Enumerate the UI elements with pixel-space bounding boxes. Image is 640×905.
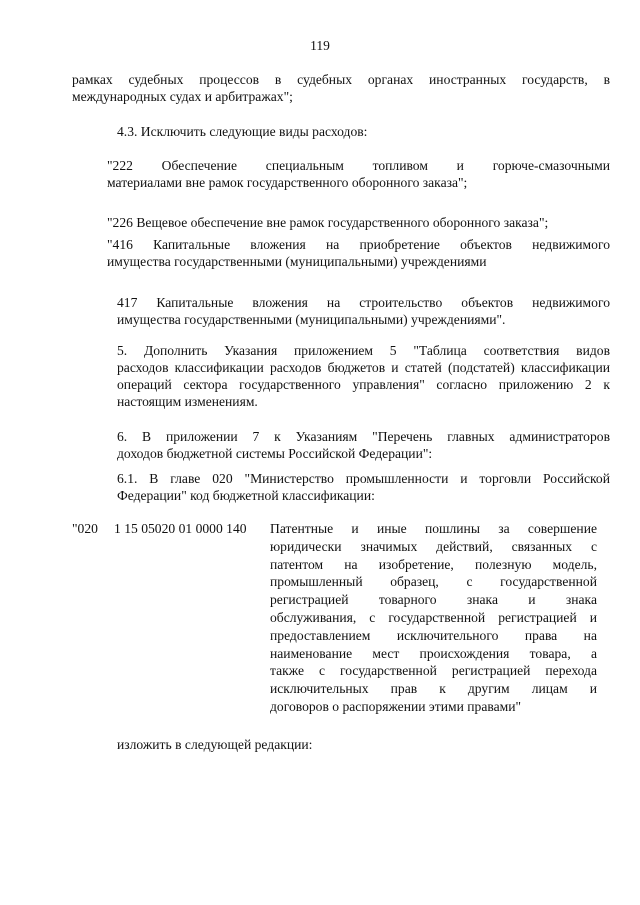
text-line: 417 Капитальные вложения на строительство объектов недвижимого: [117, 295, 610, 310]
text-line: 4.3. Исключить следующие виды расходов:: [117, 124, 368, 139]
description-line: обслуживания, с государственной регистрацией и: [270, 609, 597, 625]
description-line: промышленный образец, с государственной: [270, 574, 597, 590]
paragraph-continuation: [72, 71, 610, 105]
text-line: 6.1. В главе 020 "Министерство промышленности и торговли Российской: [117, 471, 610, 486]
description-line: юридически значимых действий, связанных с: [270, 538, 597, 554]
text-line: материалами вне рамок государственного оборонного заказа";: [107, 175, 468, 190]
paragraph-4-3: [72, 123, 610, 140]
paragraph-5: [72, 342, 610, 410]
text-line: имущества государственными (муниципальными) учреждениями".: [117, 312, 506, 327]
paragraph-6-1: [72, 470, 610, 504]
text-line: международных судах и арбитражах";: [72, 89, 293, 104]
text-line: "222 Обеспечение специальным топливом и горюче-смазочными: [107, 158, 610, 173]
paragraph-6: [72, 428, 610, 462]
text-line: доходов бюджетной системы Российской Федерации":: [117, 446, 433, 461]
text-line: 6. В приложении 7 к Указаниям "Перечень главных администраторов: [117, 429, 610, 444]
budget-classification-code: 1 15 05020 01 0000 140: [114, 521, 247, 536]
description-line: Патентные и иные пошлины за совершение: [270, 521, 597, 536]
text-line: операций сектора государственного управления" согласно приложению 2 к: [117, 377, 610, 392]
description-line: договоров о распоряжении этими правами": [270, 698, 522, 714]
description-line: патентом на изобретение, полезную модель,: [270, 556, 597, 572]
description-line: наименование мест происхождения товара, а: [270, 645, 597, 661]
text-line: настоящим изменениям.: [117, 394, 258, 409]
text-line: 5. Дополнить Указания приложением 5 "Таблица соответствия видов: [117, 343, 610, 358]
text-line: "416 Капитальные вложения на приобретение объектов недвижимого: [107, 237, 610, 252]
description-line: регистрацией товарного знака и знака: [270, 592, 597, 608]
paragraph-code-416: [72, 236, 610, 270]
text-line: рамках судебных процессов в судебных органах иностранных государств, в: [72, 72, 610, 87]
revenue-description: [270, 520, 597, 716]
paragraph-restate: [72, 736, 610, 753]
page-number: 119: [310, 38, 330, 53]
text-line: "226 Вещевое обеспечение вне рамок государственного оборонного заказа";: [107, 215, 549, 230]
text-line: Федерации" код бюджетной классификации:: [117, 488, 375, 503]
text-line: изложить в следующей редакции:: [117, 737, 313, 752]
paragraph-code-417: [72, 294, 610, 328]
text-line: расходов классификации расходов бюджетов и статей (подстатей) классификации: [117, 360, 610, 375]
paragraph-code-222: [72, 157, 610, 191]
text-line: имущества государственными (муниципальными) учреждениями: [107, 254, 487, 269]
administrator-code: "020: [72, 521, 98, 536]
description-line: также с государственной регистрацией перехода: [270, 663, 597, 679]
description-line: предоставлением исключительного права на: [270, 627, 597, 643]
description-line: исключительных прав к другим лицам и: [270, 681, 597, 697]
paragraph-code-226: [72, 214, 610, 231]
